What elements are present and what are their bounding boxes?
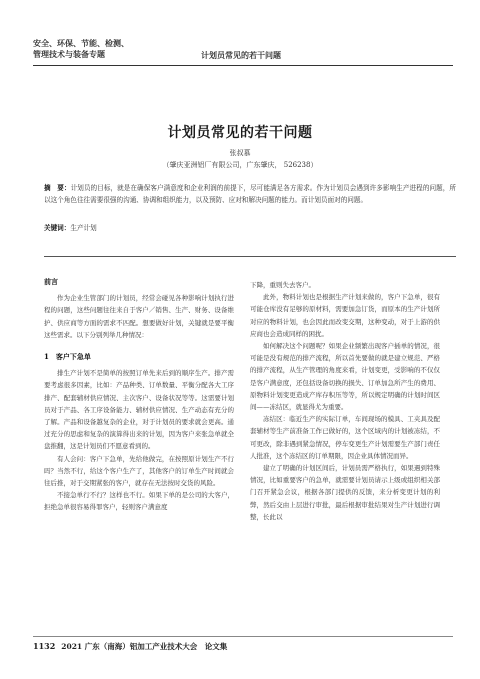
page-number: 1132 [33,641,56,651]
abstract-text: 计划员的目标，就是在确保客户满意度和企业利润的前提下，尽可能满足各方需求。作为计划员会遇到许多影响生产进程的问题，所以这个角色往往需要很强的沟通、协调和组织能力，以及预防、应对和解决问题的能力。而计划员面对的问题。 [44,184,457,205]
body-paragraph: 如何解决这个问题呢？如果企业频繁出现客户插单的情况，很可能是没有规范的排产流程，所以首先要做的就是建立规范、严格的排产流程，从生产管理的角度来看，计划变更，受影响的不仅仅是客户满意度，还包括设备切换的损失、订单加急所产生的费用、原物料计划变更造成产库存积压等等，所以规定明确的计划时间区间——冻结区，就显得尤为重要。 [250,342,440,412]
keywords [44,222,97,232]
header-rule [33,65,453,66]
body-paragraph: 下降，重则失去客户。 [250,281,315,289]
body-paragraph: 排生产计划不是简单的按照订单先来后到的顺序生产。排产需要考虑很多因素，比如：产品种类、订单数量、平衡分配各大工序排产、配套辅材供应情况、主次客户、设备状况等等。这需要计划员对于产品、各工序设备能力、辅材供应情况、生产动态有充分的了解。产品和设备越复杂的企业，对于计划员的要求就会更高。通过充分的思虑和复杂的演算得出来的计划，因为客户来张急单就全盘推翻，这是计划员们不愿意看到的。 [44,369,234,451]
body-paragraph: 不接急单行不行？这样也不行。如果下单的是公司的大客户，拒绝急单很容易得罪客户，轻则客户满意度 [44,491,234,512]
body-paragraph: 有人会问：客户下急单，先给他做完，在按照原计划生产不行吗？当然不行，给这个客户生产了，其他客户的订单生产时间就会往后推，对于交期紧张的客户，就存在无法按时交货的风险。 [44,454,234,488]
right-column [250,279,440,523]
body-paragraph: 此外，物料计划也是根据生产计划来做的，客户下急单，很有可能仓库没有足够的原材料，需要加急订货，而原本的生产计划所对应的物料计划，也会因此而改变交期，这种变动，对于上游的供应商也会造成同样的困扰。 [250,293,440,338]
article-title: 计划员常见的若干问题 [167,125,313,141]
abstract-divider [44,256,456,257]
keywords-text: 生产计划 [70,224,97,232]
proceedings-title: 2021 广东（南海）铝加工产业技术大会 论文集 [61,642,228,651]
section-label: 安全、环保、节能、检测、 管理技术与装备专题 [33,38,129,59]
preface-heading: 前言 [44,277,58,286]
affiliation: （肇庆亚洲铝厂有限公司，广东肇庆， 526238） [162,161,318,169]
left-column [44,276,234,514]
running-title: 计划员常见的若干问题 [201,50,281,60]
keywords-label: 关键词： [44,224,71,232]
body-paragraph: 冻结区：临近生产的实际订单，车间现场的模具、工夹具及配套辅材等生产前准备工作已做好的，这个区域内的计划被冻结，不可更改，除非遇到紧急情况，停车变更生产计划需要生产部门责任人批准，这个冻结区的订单期限，因企业具体情况而异。 [250,415,440,460]
section-heading: 1 客户下急单 [44,352,91,362]
page-footer [33,641,453,652]
author: 张叔慕 [229,149,251,157]
page-header [33,38,453,72]
body-paragraph: 建立了明确的计划区间后，计划员需严格执行，如果遇到特殊情况，比如重要客户的急单，就需要计划员请示上级或组织相关部门召开紧急会议，根据各部门提供的反馈，来分析变更计划的利弊，然后交由上层进行审批，最后根据审批结果对生产计划进行调整，长此以 [250,464,440,521]
abstract [44,182,456,207]
preface-paragraph: 作为企业生管部门的计划员，经常会碰见各种影响计划执行进程的问题，这些问题往往来自于客户／销售、生产、财务、设备维护、供应商等方面的需求不匹配。想要做好计划，关键就是要平衡这些需求。以下分别列举几种情况： [44,294,234,339]
abstract-label: 摘 要： [44,184,71,192]
footer-rule [33,636,453,637]
